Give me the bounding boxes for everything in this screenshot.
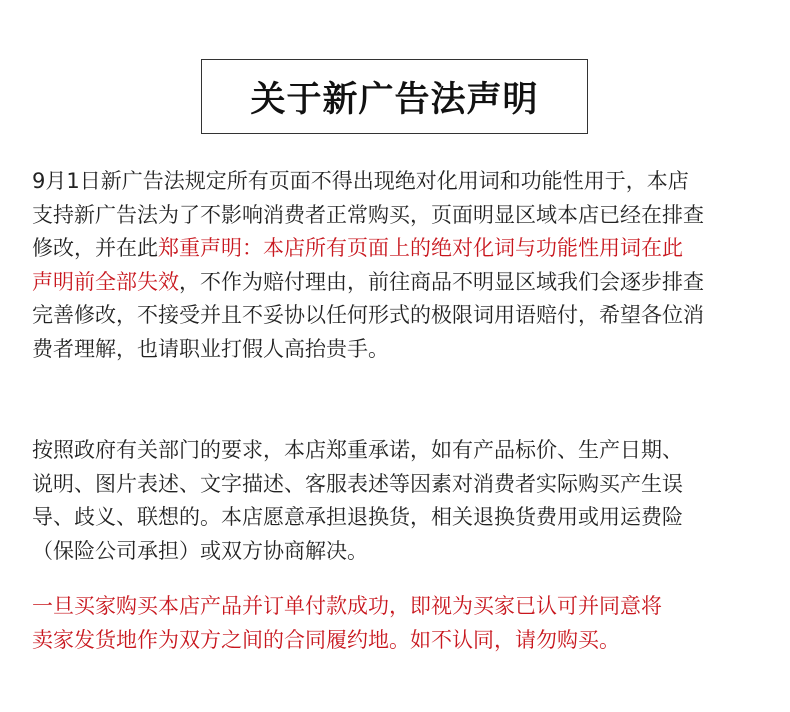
- paragraph-line: 费者理解，也请职业打假人高抬贵手。: [32, 336, 389, 361]
- highlighted-statement: 声明前全部失效: [32, 269, 179, 294]
- paragraph-line: 完善修改，不接受并且不妥协以任何形式的极限词用语赔付，希望各位消: [32, 303, 704, 327]
- title-box: [201, 59, 588, 134]
- paragraph-line: 说明、图片表述、文字描述、客服表述等因素对消费者实际购买产生误: [32, 471, 683, 496]
- page-title: 关于新广告法声明: [250, 79, 539, 120]
- paragraph-line: 9月1日新广告法规定所有页面不得出现绝对化用词和功能性用于，本店: [32, 169, 689, 193]
- paragraph-line: [32, 266, 704, 300]
- paragraph-line: 一旦买家购买本店产品并订单付款成功，即视为买家已认可并同意将: [32, 594, 662, 618]
- paragraph-line: 支持新广告法为了不影响消费者正常购买，页面明显区域本店已经在排查: [32, 202, 704, 227]
- paragraph-line: 按照政府有关部门的要求，本店郑重承诺，如有产品标价、生产日期、: [32, 438, 683, 462]
- notice-paragraph-ad-law: [32, 165, 704, 366]
- paragraph-line: [32, 232, 704, 266]
- notice-paragraph-contract: [32, 590, 662, 657]
- paragraph-line: 卖家发货地作为双方之间的合同履约地。如不认同，请勿购买。: [32, 627, 620, 652]
- notice-paragraph-commitment: [32, 434, 683, 568]
- paragraph-line: （保险公司承担）或双方协商解决。: [32, 538, 368, 563]
- highlighted-statement: 郑重声明：本店所有页面上的绝对化词与功能性用词在此: [158, 236, 683, 260]
- plain-text: 修改，并在此: [32, 236, 158, 260]
- paragraph-line: 导、歧义、联想的。本店愿意承担退换货，相关退换货费用或用运费险: [32, 505, 683, 529]
- plain-text: ，不作为赔付理由，前往商品不明显区域我们会逐步排查: [179, 269, 704, 294]
